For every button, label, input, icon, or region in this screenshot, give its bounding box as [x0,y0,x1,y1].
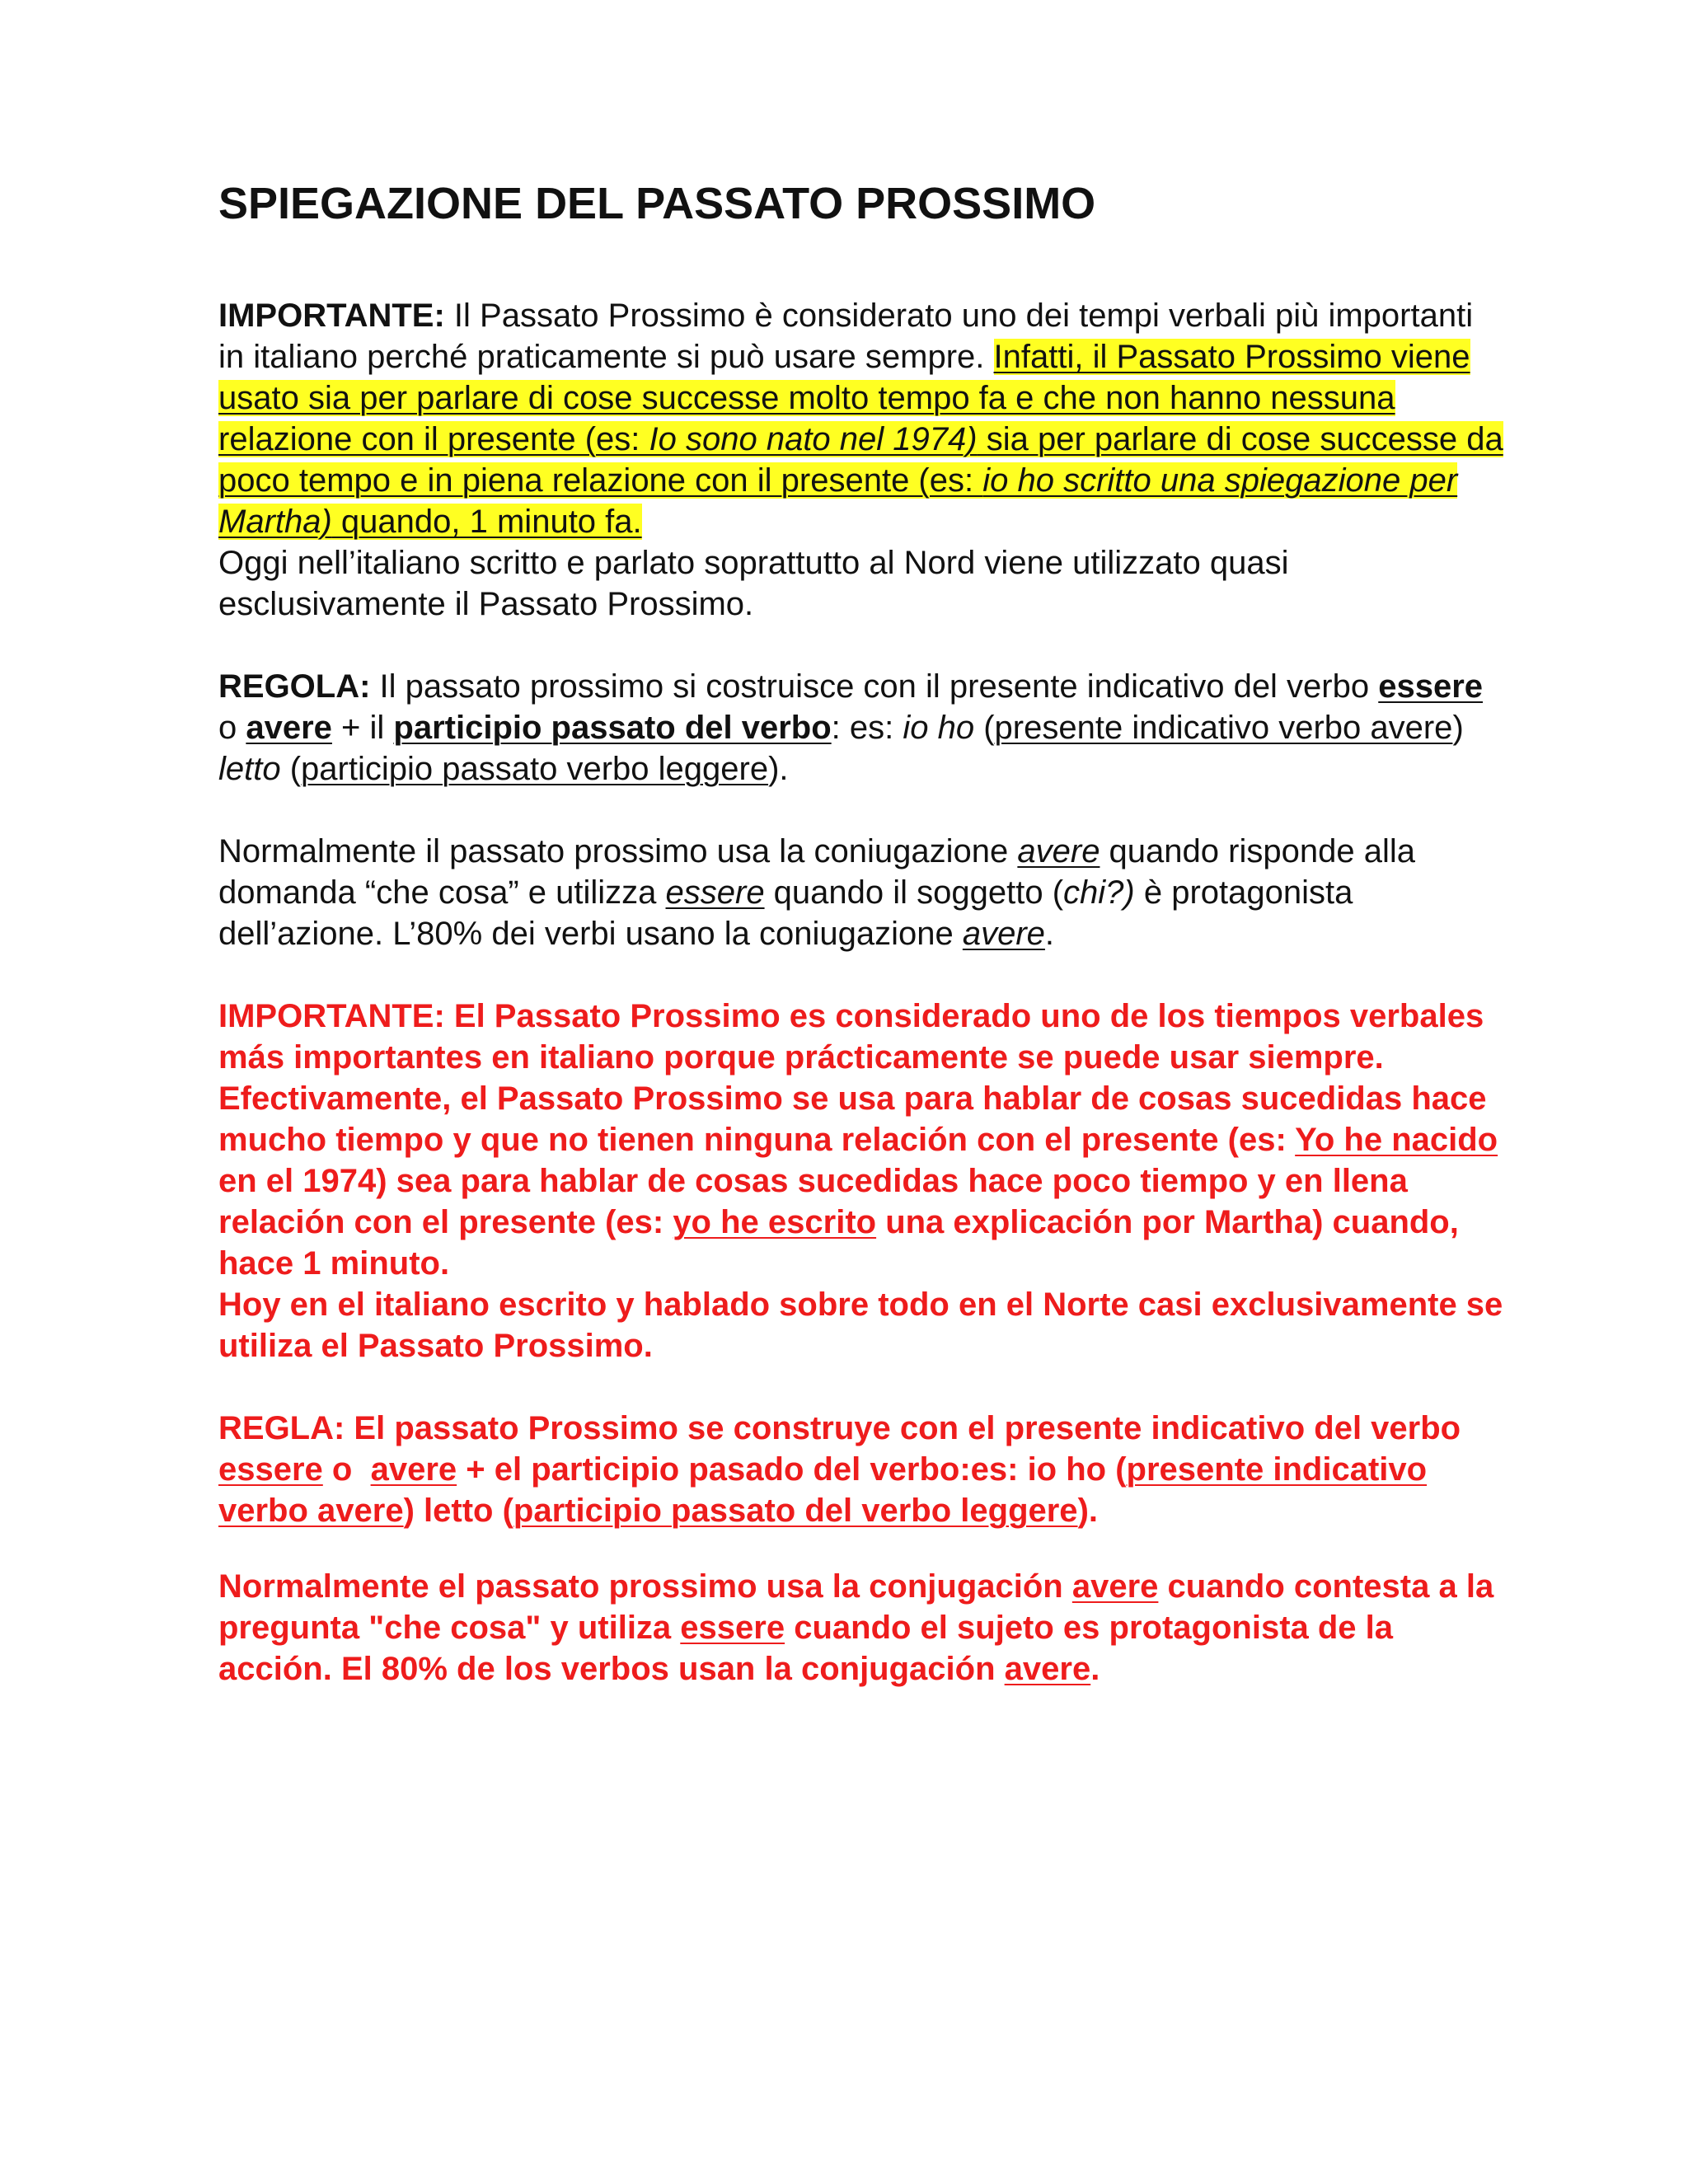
es-importante-text-2: en el 1974) sea para hablar de cosas sucedidas hace poco tiempo y en llena relación con el presente (es: [218,1162,1408,1240]
it-normal-avere-2: avere [962,915,1045,952]
es-regla-paragraph [218,1408,1504,1531]
it-regola-text: Il passato prossimo si costruisce con il presente indicativo del verbo [370,668,1379,705]
it-importante-label: IMPORTANTE: [218,297,445,334]
it-normal-avere-1: avere [1017,832,1100,869]
it-regola-paragraph [218,666,1504,790]
es-importante-text-1: IMPORTANTE: El Passato Prossimo es considerado uno de los tiempos verbales más importantes en italiano porque prácticamente se puede usar siempre. Efectivamente, el Passato Prossimo se usa para hablar de cosas sucedidas hace mucho tiempo y que no tienen ninguna relación con el presente (es: [218,997,1487,1158]
es-regla-text-2: + el participio pasado del verbo:es: io ho ( [457,1451,1127,1488]
es-regla-o: o [322,1451,371,1488]
it-highlight-example-1: Io sono nato nel 1974) [649,420,978,457]
it-normal-text-4: è protagonista dell’azione. L’80% dei verbi usano la coniugazione [218,874,1353,952]
es-importante-paragraph [218,996,1504,1284]
es-regla-presente-indicativo: presente indicativo verbo avere [218,1451,1428,1529]
es-regla-text-3: ) letto ( [403,1492,513,1529]
es-regla-end: ). [1077,1492,1098,1529]
it-regola-paren-2: ( [280,750,302,787]
it-importante-text: Il Passato Prossimo è considerato uno dei tempi verbali più importanti in italiano perché praticamente si può usare sempre. [218,297,1474,375]
es-normal-text-1: Normalmente el passato prossimo usa la conjugación [218,1568,1072,1605]
it-regola-es: : es: [831,709,903,746]
document-page [218,177,1504,1690]
es-importante-text-3: una explicación por Martha) cuando, hace 1 minuto. [218,1203,1459,1282]
es-importante-example-2: yo he escrito [673,1203,877,1240]
it-regola-letto: letto [218,750,281,787]
es-normal-text-3: cuando el sujeto es protagonista de la acción. El 80% de los verbos usan la conjugación [218,1609,1394,1687]
it-highlight-1: Infatti, il Passato Prossimo viene usato sia per parlare di cose successe molto tempo fa e che non hanno nessuna relazione con il presente (es: [218,338,1470,457]
page-title: SPIEGAZIONE DEL PASSATO PROSSIMO [218,179,1096,228]
it-regola-presente-indicativo: presente indicativo verbo avere [994,709,1453,746]
it-regola-paren: ( [974,709,995,746]
it-regola-o: o [218,709,246,746]
it-regola-plus: + il [331,709,394,746]
it-regola-participio-leggere: participio passato verbo leggere [301,750,769,787]
it-normal-text-2: quando risponde alla domanda “che cosa” e utilizza [218,832,1415,911]
it-regola-label: REGOLA: [218,668,371,705]
es-normal-text-4: . [1090,1650,1100,1687]
it-normal-chi: chi?) [1063,874,1135,911]
es-regla-essere: essere [218,1451,323,1488]
es-regla-participio: participio passato del verbo leggere [513,1492,1078,1529]
it-normal-text-3: quando il soggetto ( [764,874,1064,911]
it-regola-essere: essere [1378,668,1484,705]
es-regla-avere: avere [370,1451,457,1488]
it-importante-line2: Oggi nell’italiano scritto e parlato soprattutto al Nord viene utilizzato quasi esclusivamente il Passato Prossimo. [218,544,1289,622]
es-importante-line2: Hoy en el italiano escrito y hablado sobre todo en el Norte casi exclusivamente se utiliza el Passato Prossimo. [218,1286,1503,1364]
es-regla-text-1: REGLA: El passato Prossimo se construye con el presente indicativo del verbo [218,1409,1461,1446]
it-importante-paragraph [218,295,1504,542]
it-normalmente-paragraph [218,831,1504,954]
it-regola-participio: participio passato del verbo [393,709,832,746]
es-normalmente-paragraph [218,1566,1504,1690]
it-normal-text-1: Normalmente il passato prossimo usa la coniugazione [218,832,1018,869]
es-normal-text-2: cuando contesta a la pregunta "che cosa" y utiliza [218,1568,1494,1646]
it-normal-essere: essere [665,874,765,911]
it-highlight-2: sia per parlare di cose successe da poco tempo e in piena relazione con il presente (es: [218,420,1503,499]
it-normal-text-5: . [1044,915,1055,952]
it-highlight-3: quando, 1 minuto fa. [331,503,642,540]
it-regola-end: ). [768,750,789,787]
es-importante-example-1: Yo he nacido [1295,1121,1498,1158]
it-regola-avere: avere [246,709,332,746]
it-highlight-example-2: io ho scritto una spiegazione per Martha) [218,462,1458,540]
it-regola-paren-close: ) [1452,709,1464,746]
it-regola-io-ho: io ho [903,709,975,746]
es-normal-avere-1: avere [1071,1568,1159,1605]
es-normal-essere: essere [680,1609,785,1646]
es-normal-avere-2: avere [1004,1650,1091,1687]
